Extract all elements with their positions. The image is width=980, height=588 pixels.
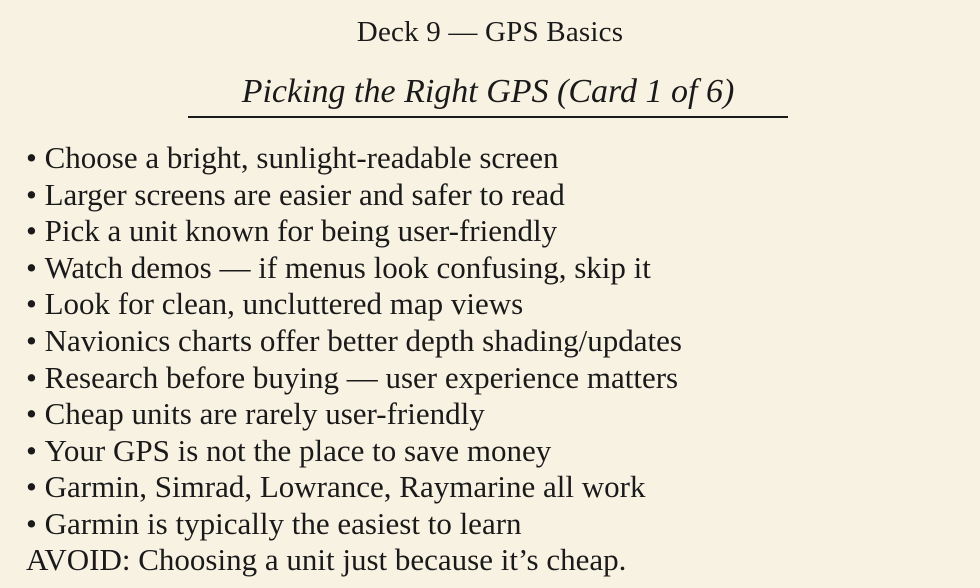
list-item: • Look for clean, uncluttered map views [26,286,682,323]
deck-title: Deck 9 — GPS Basics [356,16,624,48]
list-item: • Larger screens are easier and safer to read [26,177,682,214]
list-item: • Garmin, Simrad, Lowrance, Raymarine all work [26,469,682,506]
list-item: • Garmin is typically the easiest to learn [26,506,682,543]
card-title: Picking the Right GPS (Card 1 of 6) [188,70,788,118]
list-item: • Watch demos — if menus look confusing, skip it [26,250,682,287]
list-item: • Pick a unit known for being user-friendly [26,213,682,250]
avoid-note: AVOID: Choosing a unit just because it’s cheap. [26,542,627,577]
list-item: • Navionics charts offer better depth shading/updates [26,323,682,360]
list-item: • Your GPS is not the place to save money [26,433,682,470]
list-item: • Research before buying — user experience matters [26,360,682,397]
bullet-list [26,140,682,543]
list-item: • Choose a bright, sunlight-readable screen [26,140,682,177]
list-item: • Cheap units are rarely user-friendly [26,396,682,433]
